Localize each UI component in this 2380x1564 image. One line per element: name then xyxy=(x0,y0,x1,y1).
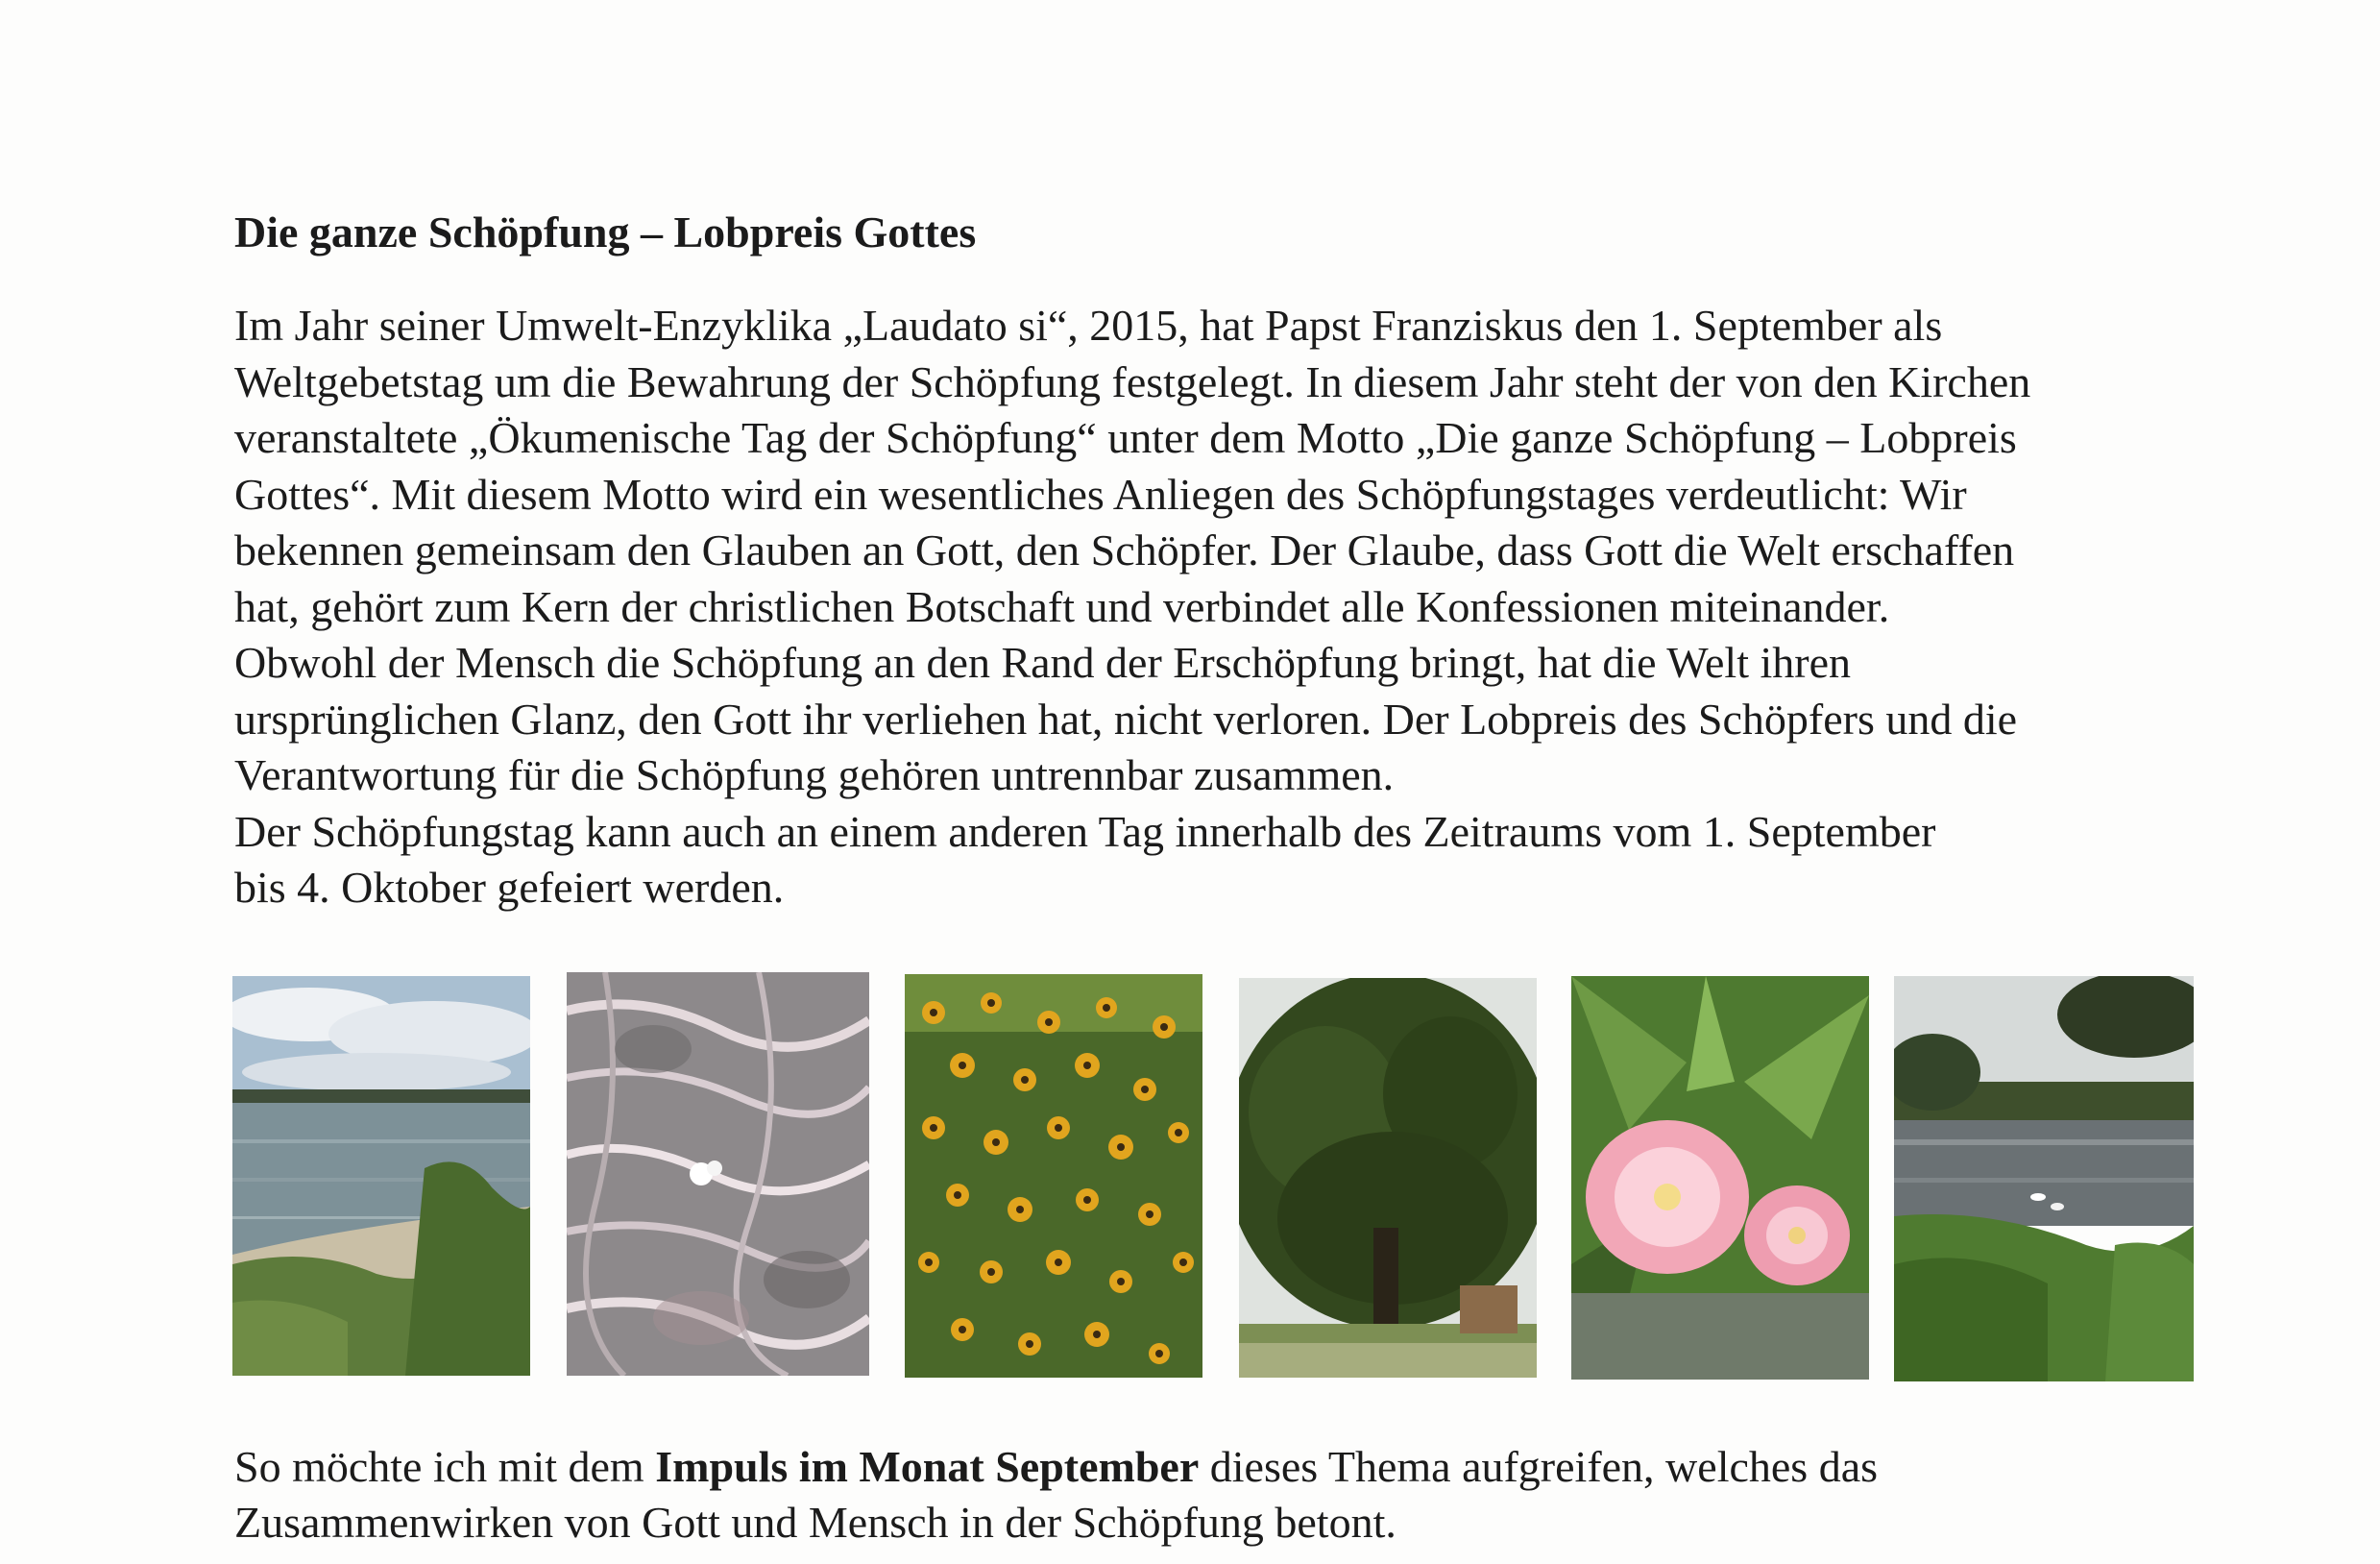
photo-lake-shore xyxy=(232,976,530,1376)
closing-paragraph xyxy=(234,1439,2367,1551)
paragraph-line: Im Jahr seiner Umwelt-Enzyklika „Laudato si“, 2015, hat Papst Franziskus den 1. September als xyxy=(234,301,1943,350)
photo-yellow-flowers xyxy=(905,974,1202,1378)
page-title: Die ganze Schöpfung – Lobpreis Gottes xyxy=(234,208,977,257)
photo-pond-with-swans xyxy=(1894,976,2194,1381)
paragraph-line: veranstaltete „Ökumenische Tag der Schöpfung“ unter dem Motto „Die ganze Schöpfung – Lobpreis xyxy=(234,413,2017,462)
photo-tree xyxy=(1239,978,1537,1378)
paragraph-line: bekennen gemeinsam den Glauben an Gott, den Schöpfer. Der Glaube, dass Gott die Welt erschaffen xyxy=(234,525,2015,574)
closing-text-after: dieses Thema aufgreifen, welches das xyxy=(1199,1442,1879,1491)
closing-line-1 xyxy=(234,1439,2367,1495)
paragraph-line: hat, gehört zum Kern der christlichen Botschaft und verbindet alle Konfessionen miteinander. xyxy=(234,581,1890,631)
closing-text-before: So möchte ich mit dem xyxy=(234,1442,656,1491)
paragraph-line: Verantwortung für die Schöpfung gehören untrennbar zusammen. xyxy=(234,750,1395,799)
paragraph-line: Gottes“. Mit diesem Motto wird ein wesentliches Anliegen des Schöpfungstages verdeutlicht: Wir xyxy=(234,469,1967,519)
paragraph-line: Der Schöpfungstag kann auch an einem anderen Tag innerhalb des Zeitraums vom 1. September xyxy=(234,806,1936,856)
closing-line-2: Zusammenwirken von Gott und Mensch in der Schöpfung betont. xyxy=(234,1498,1396,1547)
paragraph-line: ursprünglichen Glanz, den Gott ihr verliehen hat, nicht verloren. Der Lobpreis des Schöpfers und die xyxy=(234,694,2018,744)
photo-pink-flowers xyxy=(1571,976,1869,1380)
paragraph-line: bis 4. Oktober gefeiert werden. xyxy=(234,863,785,912)
intro-paragraph xyxy=(234,298,2367,916)
paragraph-line: Weltgebetstag um die Bewahrung der Schöpfung festgelegt. In diesem Jahr steht der von den Kirchen xyxy=(234,356,2031,406)
closing-emphasis: Impuls im Monat September xyxy=(655,1442,1200,1491)
photo-water-reflection xyxy=(567,972,869,1376)
paragraph-line: Obwohl der Mensch die Schöpfung an den Rand der Erschöpfung bringt, hat die Welt ihren xyxy=(234,638,1851,687)
